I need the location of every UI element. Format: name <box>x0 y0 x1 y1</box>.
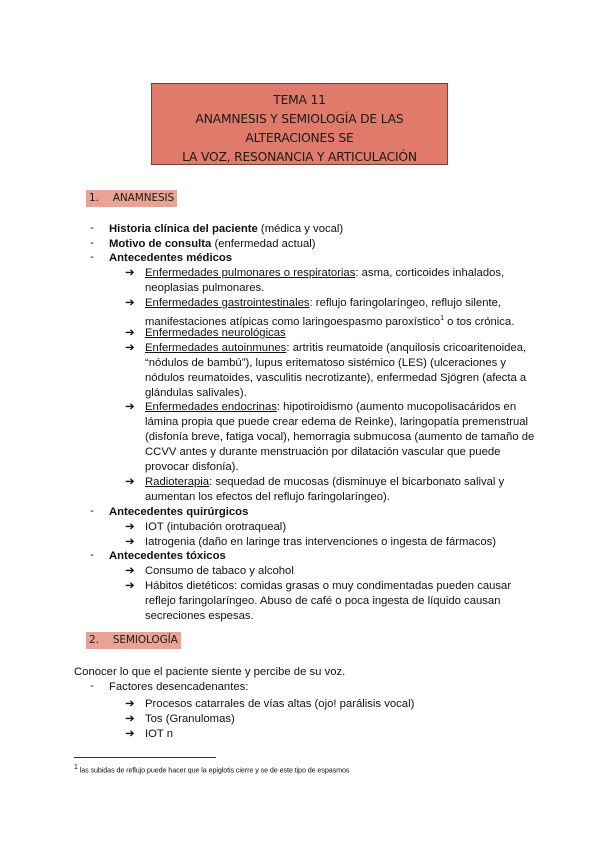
arrow-icon: ➔ <box>125 521 135 533</box>
subsection-heading: Antecedentes tóxicos <box>109 550 226 562</box>
paragraph: Conocer lo que el paciente siente y percibe de su voz. <box>74 666 346 678</box>
title-line-1: TEMA 11 <box>273 93 326 107</box>
list-item-continuation: nódulos reumatoides, vasculitis necrotizante), enfermedad Sjögren (afecta a <box>145 372 527 384</box>
page-title <box>151 83 448 165</box>
title-line-2: ANAMNESIS Y SEMIOLOGÍA DE LAS ALTERACIONES SE <box>195 112 404 145</box>
footnote-number: 1 <box>74 764 78 771</box>
footnote-divider <box>74 757 216 758</box>
list-item: Factores desencadenantes: <box>109 681 249 693</box>
dash-bullet: - <box>90 222 94 234</box>
list-item: IOT (intubación orotraqueal) <box>145 521 287 533</box>
item-text: (médica y vocal) <box>257 223 344 235</box>
underlined-term: Enfermedades neurológicas <box>145 327 286 339</box>
list-item: Iatrogenia (daño en laringe tras intervenciones o ingesta de fármacos) <box>145 536 497 548</box>
list-item: Procesos catarrales de vías altas (ojo! parálisis vocal) <box>145 698 415 710</box>
section-number: 2. <box>89 634 99 646</box>
list-item-continuation: CCVV antes y durante menstruación por dilatación vascular que puede <box>145 446 501 458</box>
list-item: Hábitos dietéticos: comidas grasas o muy condimentadas pueden causar <box>145 580 512 592</box>
arrow-icon: ➔ <box>125 297 135 309</box>
item-text: o tos crónica. <box>444 315 515 328</box>
section-heading-anamnesis <box>86 190 177 207</box>
list-item-continuation: glándulas salivales). <box>145 387 247 399</box>
arrow-icon: ➔ <box>125 342 135 354</box>
list-item <box>145 400 516 415</box>
section-title: SEMIOLOGÍA <box>112 634 178 646</box>
item-text: : hipotiroidismo (aumento mucopolisacáridos en <box>276 401 517 413</box>
item-text: : sequedad de mucosas (disminuye el bicarbonato salival y <box>209 476 505 488</box>
bold-term: Motivo de consulta <box>109 238 212 250</box>
title-line-3: LA VOZ, RESONANCIA Y ARTICULACIÓN <box>182 150 417 164</box>
dash-bullet: - <box>90 251 94 263</box>
footnote <box>74 764 349 774</box>
arrow-icon: ➔ <box>125 580 135 592</box>
arrow-icon: ➔ <box>125 327 135 339</box>
subsection-heading: Antecedentes quirúrgicos <box>109 506 249 518</box>
section-title: ANAMNESIS <box>112 192 175 204</box>
item-text: : reflujo faringolaríngeo, reflujo silente, <box>309 297 502 309</box>
footnote-reference[interactable]: 1 <box>440 315 445 322</box>
dash-bullet: - <box>90 680 94 692</box>
list-item-continuation: (disfonía breve, fatiga vocal), hemorragia submucosa (aumento de tamaño de <box>145 431 535 443</box>
list-item <box>145 296 501 311</box>
dash-bullet: - <box>90 505 94 517</box>
section-number: 1. <box>89 192 99 204</box>
list-item-continuation: reflejo faringolaríngeo. Abuso de café o poca ingesta de líquido causan <box>145 595 501 607</box>
underlined-term: Enfermedades pulmonares o respiratorias <box>145 267 356 279</box>
arrow-icon: ➔ <box>125 713 135 725</box>
list-item-continuation: secreciones espesas. <box>145 610 254 622</box>
list-item: IOT n <box>145 728 174 740</box>
arrow-icon: ➔ <box>125 267 135 279</box>
item-text: : asma, corticoides inhalados, <box>355 267 505 279</box>
item-text: manifestaciones atípicas como laringoespasmo paroxístico <box>145 315 441 328</box>
list-item <box>145 341 526 356</box>
arrow-icon: ➔ <box>125 476 135 488</box>
list-item: Consumo de tabaco y alcohol <box>145 565 294 577</box>
underlined-term: Enfermedades gastrointestinales <box>145 297 310 309</box>
item-text: : artritis reumatoide (anquilosis cricoaritenoidea, <box>286 342 527 354</box>
arrow-icon: ➔ <box>125 565 135 577</box>
section-heading-semiologia <box>86 632 181 649</box>
underlined-term: Radioterapia <box>145 476 210 488</box>
list-item-continuation: lámina propia que puede crear edema de Reinke), laringopatía premenstrual <box>145 416 529 428</box>
dash-bullet: - <box>90 549 94 561</box>
arrow-icon: ➔ <box>125 728 135 740</box>
list-item <box>145 266 504 281</box>
list-item <box>145 475 504 490</box>
list-item: Tos (Granulomas) <box>145 713 235 725</box>
list-item <box>109 237 316 252</box>
footnote-text: las subidas de reflujo puede hacer que la epiglotis cierre y se de este tipo de espasmos <box>79 765 350 775</box>
bold-term: Historia clínica del paciente <box>109 223 258 235</box>
list-item <box>109 222 343 237</box>
arrow-icon: ➔ <box>125 698 135 710</box>
arrow-icon: ➔ <box>125 401 135 413</box>
underlined-term: Enfermedades autoinmunes <box>145 342 287 354</box>
list-item-continuation: neoplasias pulmonares. <box>145 282 265 294</box>
underlined-term: Enfermedades endocrinas <box>145 401 277 413</box>
list-item-continuation: “nódulos de bambú”), lupus eritematoso sistémico (LES) (ulceraciones y <box>145 357 507 369</box>
subsection-heading: Antecedentes médicos <box>109 252 233 264</box>
dash-bullet: - <box>90 237 94 249</box>
list-item-continuation: aumentan los efectos del reflujo faringolaríngeo). <box>145 491 390 503</box>
item-text: (enfermedad actual) <box>211 238 316 250</box>
list-item-continuation: provocar disfonía). <box>145 461 239 473</box>
arrow-icon: ➔ <box>125 536 135 548</box>
